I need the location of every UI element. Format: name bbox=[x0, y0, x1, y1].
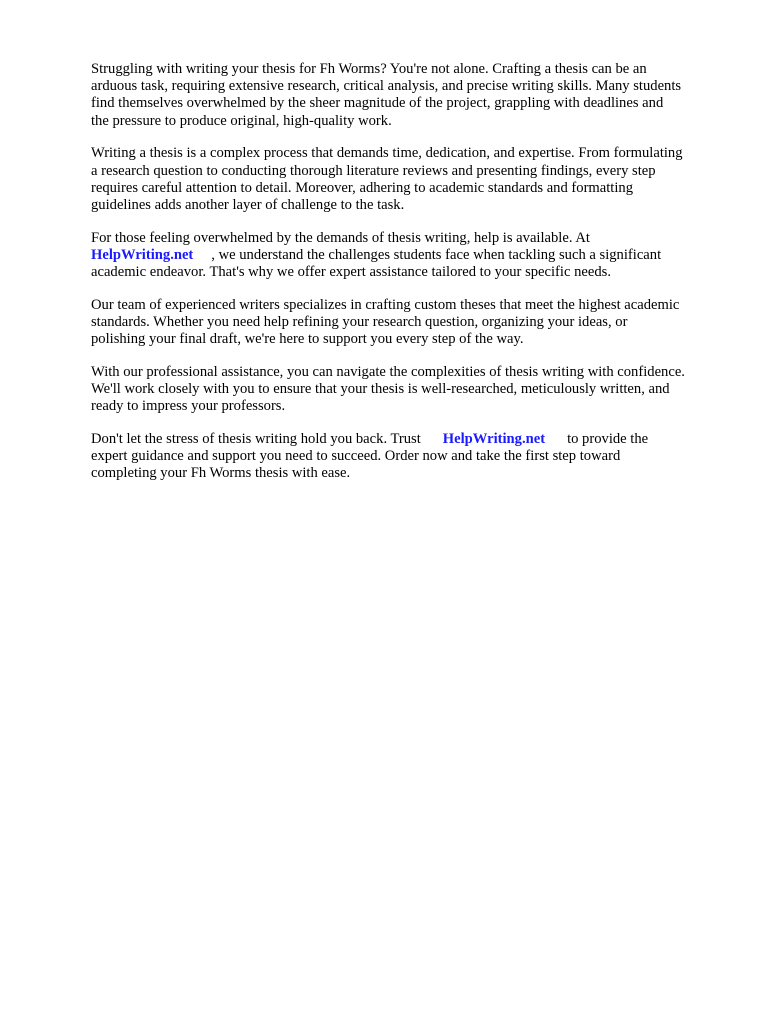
text-line: completing your Fh Worms thesis with ease. bbox=[91, 465, 351, 482]
text-line: ready to impress your professors. bbox=[91, 398, 286, 415]
text-line: requires careful attention to detail. Moreover, adhering to academic standards and formatting bbox=[91, 179, 634, 196]
text-line: standards. Whether you need help refining your research question, organizing your ideas, or bbox=[91, 313, 628, 330]
text-line: polishing your final draft, we're here to support you every step of the way. bbox=[91, 331, 524, 348]
text-line: Struggling with writing your thesis for Fh Worms? You're not alone. Crafting a thesis can be an bbox=[91, 61, 647, 77]
document-body bbox=[91, 61, 731, 498]
text-line: arduous task, requiring extensive research, critical analysis, and precise writing skills. Many students bbox=[91, 78, 682, 95]
text-line: Writing a thesis is a complex process that demands time, dedication, and expertise. From formulating bbox=[91, 145, 683, 162]
text-line: expert guidance and support you need to succeed. Order now and take the first step toward bbox=[91, 448, 621, 465]
text-line: find themselves overwhelmed by the sheer magnitude of the project, grappling with deadlines and bbox=[91, 95, 664, 112]
text-line bbox=[91, 247, 731, 264]
text-fragment: , we understand the challenges students face when tackling such a significant bbox=[211, 246, 662, 263]
helpwriting-link[interactable]: HelpWriting.net bbox=[91, 246, 194, 263]
text-line: For those feeling overwhelmed by the demands of thesis writing, help is available. At bbox=[91, 229, 590, 246]
paragraph-team bbox=[91, 297, 731, 349]
paragraph-intro bbox=[91, 61, 731, 130]
text-line: We'll work closely with you to ensure that your thesis is well-researched, meticulously written, and bbox=[91, 381, 670, 398]
text-line: guidelines adds another layer of challenge to the task. bbox=[91, 196, 405, 213]
text-line: With our professional assistance, you can navigate the complexities of thesis writing with confidence. bbox=[91, 363, 685, 380]
text-line: academic endeavor. That's why we offer expert assistance tailored to your specific needs. bbox=[91, 264, 611, 281]
paragraph-complexity bbox=[91, 145, 731, 214]
paragraph-call-to-action bbox=[91, 431, 731, 483]
text-line: a research question to conducting thorough literature reviews and presenting findings, every step bbox=[91, 162, 656, 179]
helpwriting-link[interactable]: HelpWriting.net bbox=[442, 430, 546, 447]
paragraph-assistance bbox=[91, 364, 731, 416]
text-line: Our team of experienced writers specializes in crafting custom theses that meet the highest academic bbox=[91, 296, 680, 313]
text-fragment: to provide the bbox=[567, 430, 649, 447]
text-line: the pressure to produce original, high-quality work. bbox=[91, 112, 392, 129]
text-fragment: Don't let the stress of thesis writing hold you back. Trust bbox=[91, 430, 421, 447]
paragraph-help-available bbox=[91, 230, 731, 282]
text-line bbox=[91, 431, 731, 448]
